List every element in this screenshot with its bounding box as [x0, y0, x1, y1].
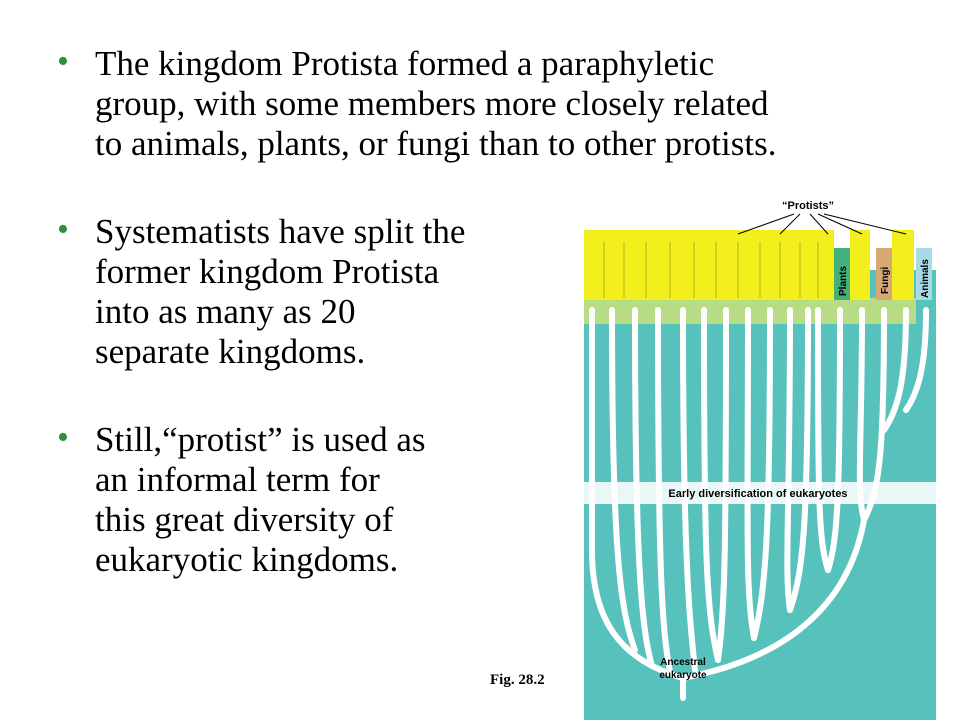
fungi-label: Fungi [880, 266, 891, 294]
bullet-line: this great diversity of [95, 500, 394, 539]
protists-block-left [584, 230, 834, 300]
bullet-line: an informal term for [95, 460, 380, 499]
bullet-line: into as many as 20 [95, 292, 356, 331]
ancestral-eukaryote-label-line2: eukaryote [659, 670, 707, 681]
bullet-dot: • [57, 43, 69, 80]
ancestral-eukaryote-label-line1: Ancestral [660, 657, 706, 668]
figure-caption: Fig. 28.2 [490, 672, 545, 688]
tree-branch [787, 310, 790, 610]
plants-label: Plants [838, 265, 849, 296]
protists-block-right [892, 230, 914, 300]
bullet-line: former kingdom Protista [95, 252, 440, 291]
bullet-line: Still,“protist” is used as [95, 420, 426, 459]
protists-label: “Protists” [782, 200, 834, 212]
bullet-line: Systematists have split the [95, 212, 466, 251]
protists-block-mid [850, 230, 870, 300]
bullet-dot: • [57, 211, 69, 248]
animals-label: Animals [920, 259, 931, 298]
bullet-systematists [57, 211, 466, 372]
early-diversification-label: Early diversification of eukaryotes [668, 488, 848, 500]
bullet-dot: • [57, 419, 69, 456]
bullet-protist-informal [57, 419, 426, 580]
bullet-line: The kingdom Protista formed a paraphyletic [95, 44, 715, 83]
bullet-line: to animals, plants, or fungi than to other protists. [95, 124, 777, 163]
bullet-line: separate kingdoms. [95, 332, 366, 371]
bullet-protista-paraphyletic [57, 43, 777, 164]
eukaryote-phylogeny-figure [580, 190, 936, 720]
bullet-line: group, with some members more closely related [95, 84, 769, 123]
bullet-line: eukaryotic kingdoms. [95, 540, 399, 579]
